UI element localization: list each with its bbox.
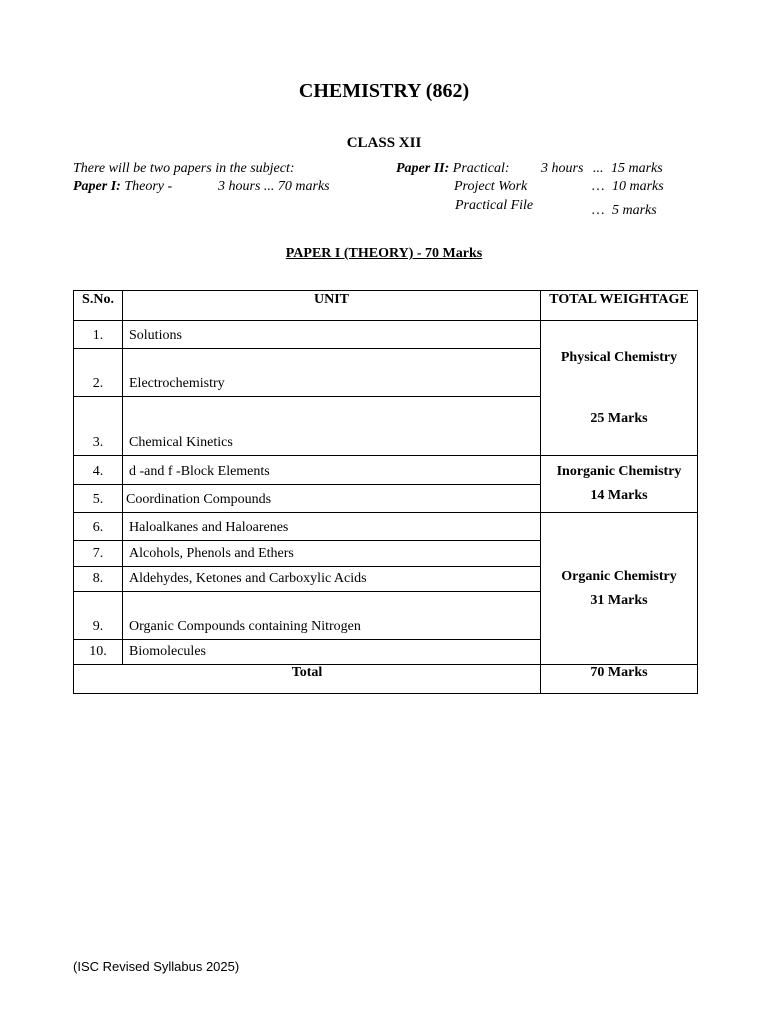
table-row (74, 513, 698, 541)
row-sno: 10. (74, 640, 123, 665)
group-inorganic (541, 456, 698, 513)
project-work-label: Project Work (454, 179, 528, 194)
paper2-time: 3 hours (541, 161, 584, 176)
paper-heading: PAPER I (THEORY) - 70 Marks (285, 246, 483, 261)
row-unit: d -and f -Block Elements (123, 456, 541, 485)
group-name: Physical Chemistry (560, 349, 678, 365)
row-unit: Electrochemistry (123, 349, 541, 397)
row-sno: 9. (74, 592, 123, 640)
footer-note: (ISC Revised Syllabus 2025) (73, 959, 240, 974)
total-marks: 70 Marks (541, 665, 698, 694)
paper1-name: Theory - (124, 179, 173, 194)
row-sno: 4. (74, 456, 123, 485)
group-physical (541, 321, 698, 456)
group-name: Organic Chemistry (561, 568, 677, 584)
row-sno: 5. (74, 485, 123, 513)
row-unit: Biomolecules (123, 640, 541, 665)
group-name: Inorganic Chemistry (556, 464, 682, 479)
paper2-line (396, 161, 510, 177)
paper1-line (73, 179, 172, 195)
row-sno: 2. (74, 349, 123, 397)
paper2-label: Paper II: (396, 161, 450, 176)
group-organic (541, 513, 698, 665)
papers-intro: There will be two papers in the subject: (73, 161, 295, 176)
header-weightage: TOTAL WEIGHTAGE (541, 291, 698, 321)
row-unit: Coordination Compounds (123, 485, 541, 513)
row-sno: 8. (74, 567, 123, 592)
project-work-marks: 10 marks (612, 179, 664, 194)
practical-file-dots: … (592, 203, 605, 218)
practical-file-label: Practical File (455, 198, 534, 213)
paper2-name: Practical: (452, 161, 510, 176)
row-unit: Haloalkanes and Haloarenes (123, 513, 541, 541)
row-sno: 7. (74, 541, 123, 567)
class-label: CLASS XII (346, 135, 422, 151)
paper1-time: 3 hours ... 70 marks (218, 179, 330, 194)
row-sno: 3. (74, 397, 123, 456)
syllabus-table (73, 290, 698, 694)
row-unit: Aldehydes, Ketones and Carboxylic Acids (123, 567, 541, 592)
row-sno: 1. (74, 321, 123, 349)
paper1-label: Paper I: (73, 179, 121, 194)
paper2-marks: 15 marks (611, 161, 663, 176)
group-marks: 14 Marks (590, 488, 648, 503)
row-unit: Organic Compounds containing Nitrogen (123, 592, 541, 640)
row-unit: Chemical Kinetics (123, 397, 541, 456)
header-unit: UNIT (123, 291, 541, 321)
group-marks: 31 Marks (590, 592, 648, 608)
page-title: CHEMISTRY (862) (298, 80, 470, 102)
total-label: Total (74, 665, 541, 694)
row-sno: 6. (74, 513, 123, 541)
project-work-dots: … (592, 179, 605, 194)
row-unit: Solutions (123, 321, 541, 349)
paper2-dots: ... (593, 161, 604, 176)
row-unit: Alcohols, Phenols and Ethers (123, 541, 541, 567)
table-row (74, 321, 698, 349)
group-marks: 25 Marks (590, 410, 648, 426)
practical-file-marks: 5 marks (612, 203, 657, 218)
table-row (74, 456, 698, 485)
header-sno: S.No. (74, 291, 123, 321)
table-header-row (74, 291, 698, 321)
total-row (74, 665, 698, 694)
